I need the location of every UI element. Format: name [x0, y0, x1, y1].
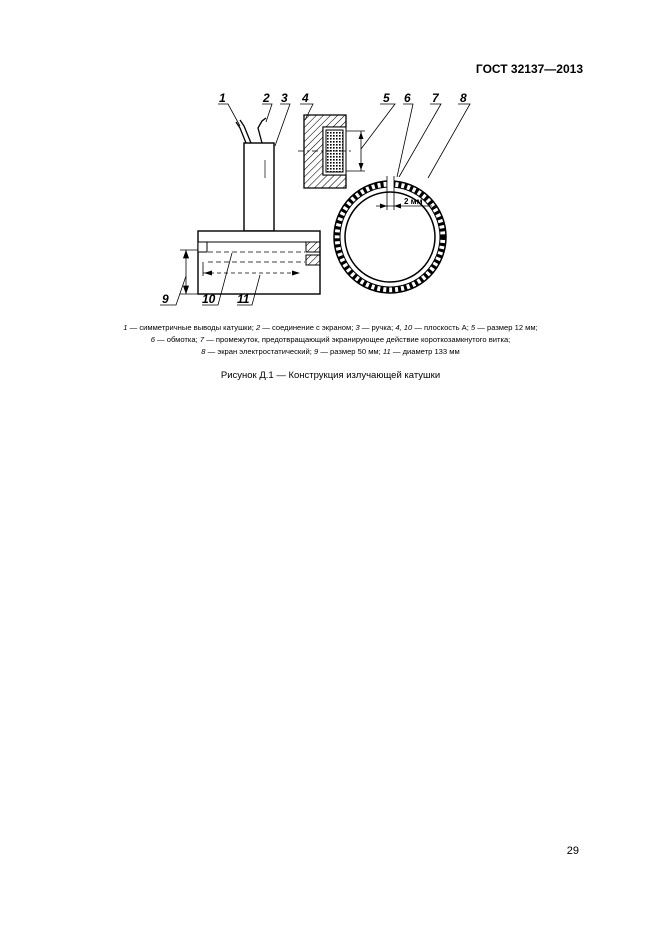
legend-text: — обмотка; — [154, 335, 200, 344]
legend-text: — плоскость А; — [412, 323, 471, 332]
winding-cross-section — [298, 115, 365, 188]
legend-num: 7 — [199, 335, 205, 344]
coil-leads — [236, 118, 266, 143]
legend-text: — размер 12 мм; — [475, 323, 538, 332]
legend-text: — ручка; — [359, 323, 396, 332]
legend-num: 9 — [313, 347, 319, 356]
callout-4: 4 — [302, 91, 309, 105]
figure-legend — [30, 322, 631, 358]
legend-text: — размер 50 мм; — [318, 347, 383, 356]
figure-title: Рисунок Д.1 — Конструкция излучающей катушки — [220, 370, 441, 381]
legend-num: 4, 10 — [395, 323, 413, 332]
callout-3: 3 — [281, 91, 288, 105]
legend-num: 3 — [355, 323, 360, 332]
callout-10: 10 — [202, 292, 216, 306]
handle — [244, 143, 274, 231]
legend-text: — соединение с экраном; — [260, 323, 356, 332]
legend-line-3 — [30, 346, 631, 358]
coil-ring-top-view — [334, 176, 446, 293]
legend-text: — диаметр 133 мм — [390, 347, 460, 356]
legend-line-2 — [30, 334, 631, 346]
callout-5: 5 — [383, 91, 390, 105]
coil-construction-figure — [150, 88, 490, 314]
legend-num: 6 — [150, 335, 155, 344]
dimension-height — [180, 250, 198, 294]
document-header: ГОСТ 32137—2013 — [475, 62, 583, 76]
legend-num: 2 — [255, 323, 261, 332]
legend-num: 11 — [382, 347, 391, 356]
legend-num: 1 — [123, 323, 128, 332]
page-number: 29 — [566, 845, 579, 857]
legend-line-1 — [30, 322, 631, 334]
callout-6: 6 — [404, 91, 411, 105]
gap-dimension-label: 2 мм — [404, 197, 423, 206]
coil-side-view — [198, 231, 320, 294]
legend-text: — промежуток, предотвращающий экранирующее действие короткозамкнутого витка; — [204, 335, 511, 344]
callout-7: 7 — [432, 91, 439, 105]
legend-text: — экран электростатический; — [205, 347, 314, 356]
callout-9: 9 — [162, 292, 169, 306]
legend-text: — симметричные выводы катушки; — [127, 323, 256, 332]
legend-num: 8 — [201, 347, 206, 356]
legend-num: 5 — [470, 323, 476, 332]
callout-2: 2 — [263, 91, 270, 105]
callout-8: 8 — [460, 91, 467, 105]
callout-1: 1 — [219, 91, 226, 105]
callout-11: 11 — [237, 292, 250, 306]
